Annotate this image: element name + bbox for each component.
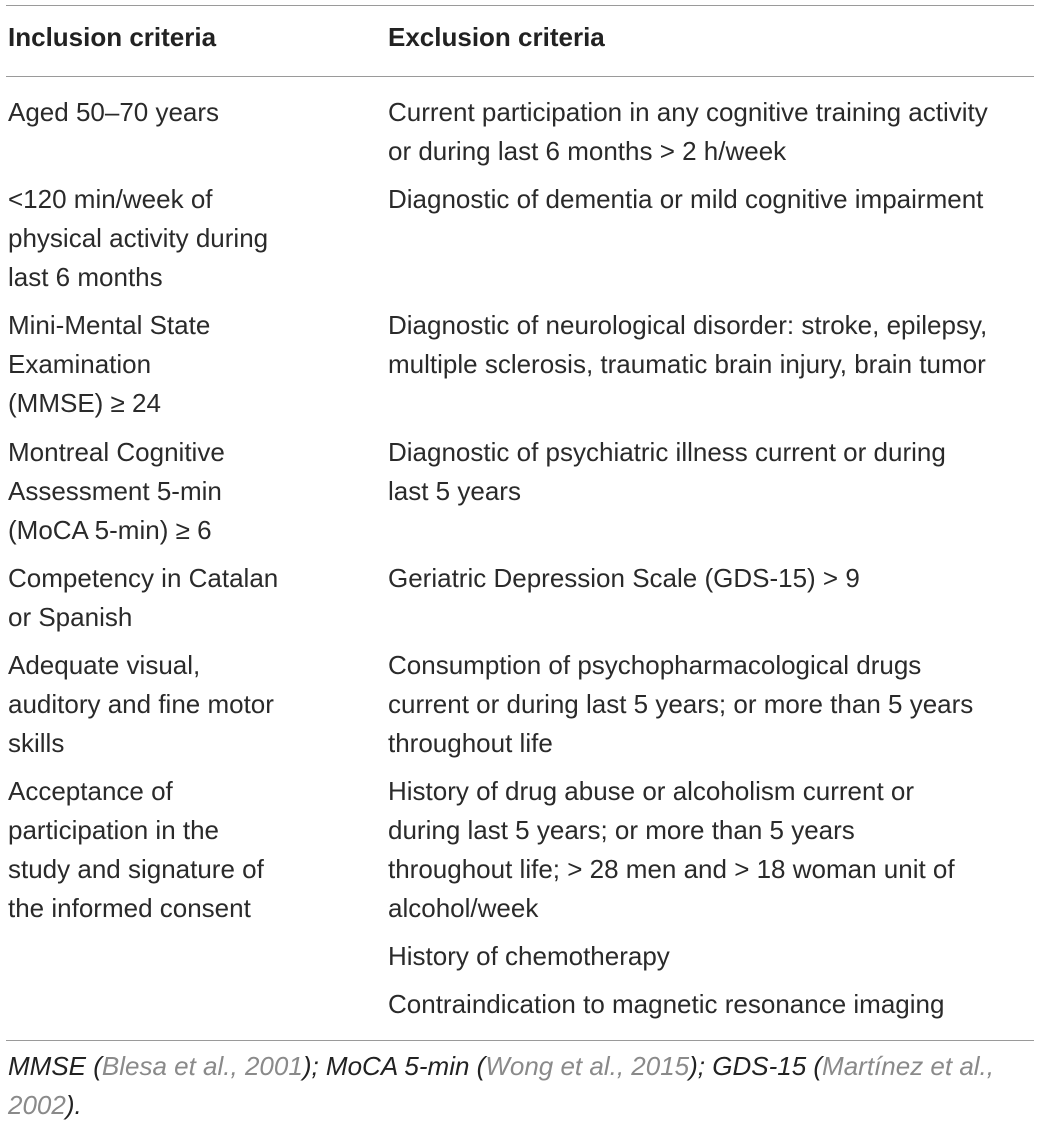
footnote-text: ); MoCA 5-min ( (302, 1051, 486, 1081)
criterion-line: Consumption of psychopharmacological drugs (388, 650, 922, 680)
exc-criterion (388, 433, 1038, 511)
criterion-line: (MMSE) ≥ 24 (8, 388, 161, 418)
inc-criterion (8, 180, 368, 297)
table-footnote (8, 1047, 1038, 1125)
exc-criterion (388, 937, 1038, 976)
criterion-line: the informed consent (8, 893, 251, 923)
criterion-line: throughout life (388, 728, 553, 758)
criterion-line: Current participation in any cognitive training activity (388, 97, 988, 127)
footnote-text: MMSE ( (8, 1051, 102, 1081)
criterion-line: skills (8, 728, 65, 758)
citation-link[interactable]: Wong et al., 2015 (485, 1051, 690, 1081)
exc-criterion (388, 306, 1038, 384)
criterion-line: Geriatric Depression Scale (GDS-15) > 9 (388, 563, 860, 593)
criterion-line: History of chemotherapy (388, 941, 670, 971)
header-rule (6, 76, 1034, 77)
criterion-line: (MoCA 5-min) ≥ 6 (8, 515, 212, 545)
criterion-line: alcohol/week (388, 893, 539, 923)
criterion-line: Contraindication to magnetic resonance imaging (388, 989, 945, 1019)
exc-criterion (388, 559, 1038, 598)
criterion-line: physical activity during (8, 223, 269, 253)
criterion-line: Assessment 5-min (8, 476, 222, 506)
exc-criterion (388, 646, 1038, 763)
criterion-line: current or during last 5 years; or more than 5 years (388, 689, 974, 719)
table-bottom-rule (6, 1040, 1034, 1041)
header-inclusion: Inclusion criteria (8, 22, 217, 52)
inc-criterion (8, 433, 368, 550)
criterion-line: Examination (8, 349, 152, 379)
criterion-line: during last 5 years; or more than 5 years (388, 815, 855, 845)
criterion-line: study and signature of (8, 854, 264, 884)
criterion-line: Montreal Cognitive (8, 437, 225, 467)
criterion-line: last 5 years (388, 476, 521, 506)
citation-link[interactable]: Martínez et al., 2002 (8, 1051, 995, 1120)
criterion-line: Competency in Catalan (8, 563, 279, 593)
criterion-line: Mini-Mental State (8, 310, 211, 340)
criterion-line: Diagnostic of psychiatric illness current or during (388, 437, 946, 467)
inc-criterion (8, 93, 368, 132)
inc-criterion (8, 772, 368, 928)
citation-link[interactable]: Blesa et al., 2001 (101, 1051, 303, 1081)
exc-criterion (388, 93, 1038, 171)
exc-criterion (388, 985, 1038, 1024)
inc-criterion (8, 559, 368, 637)
criterion-line: Acceptance of (8, 776, 173, 806)
inc-criterion (8, 646, 368, 763)
footnote-text: ). (65, 1090, 82, 1120)
criterion-line: <120 min/week of (8, 184, 213, 214)
criterion-line: Aged 50–70 years (8, 97, 220, 127)
criterion-line: Adequate visual, (8, 650, 201, 680)
criterion-line: Diagnostic of dementia or mild cognitive impairment (388, 184, 984, 214)
criterion-line: participation in the (8, 815, 220, 845)
criterion-line: Diagnostic of neurological disorder: stroke, epilepsy, (388, 310, 988, 340)
table-top-rule (6, 5, 1034, 6)
criterion-line: multiple sclerosis, traumatic brain injury, brain tumor (388, 349, 986, 379)
footnote-text: ); GDS-15 ( (689, 1051, 823, 1081)
criterion-line: throughout life; > 28 men and > 18 woman unit of (388, 854, 955, 884)
exc-criterion (388, 772, 1038, 928)
criterion-line: auditory and fine motor (8, 689, 274, 719)
inc-criterion (8, 306, 368, 423)
criterion-line: last 6 months (8, 262, 163, 292)
exc-criterion (388, 180, 1038, 219)
criterion-line: History of drug abuse or alcoholism current or (388, 776, 915, 806)
header-exclusion: Exclusion criteria (388, 22, 605, 52)
criterion-line: or Spanish (8, 602, 133, 632)
criterion-line: or during last 6 months > 2 h/week (388, 136, 787, 166)
